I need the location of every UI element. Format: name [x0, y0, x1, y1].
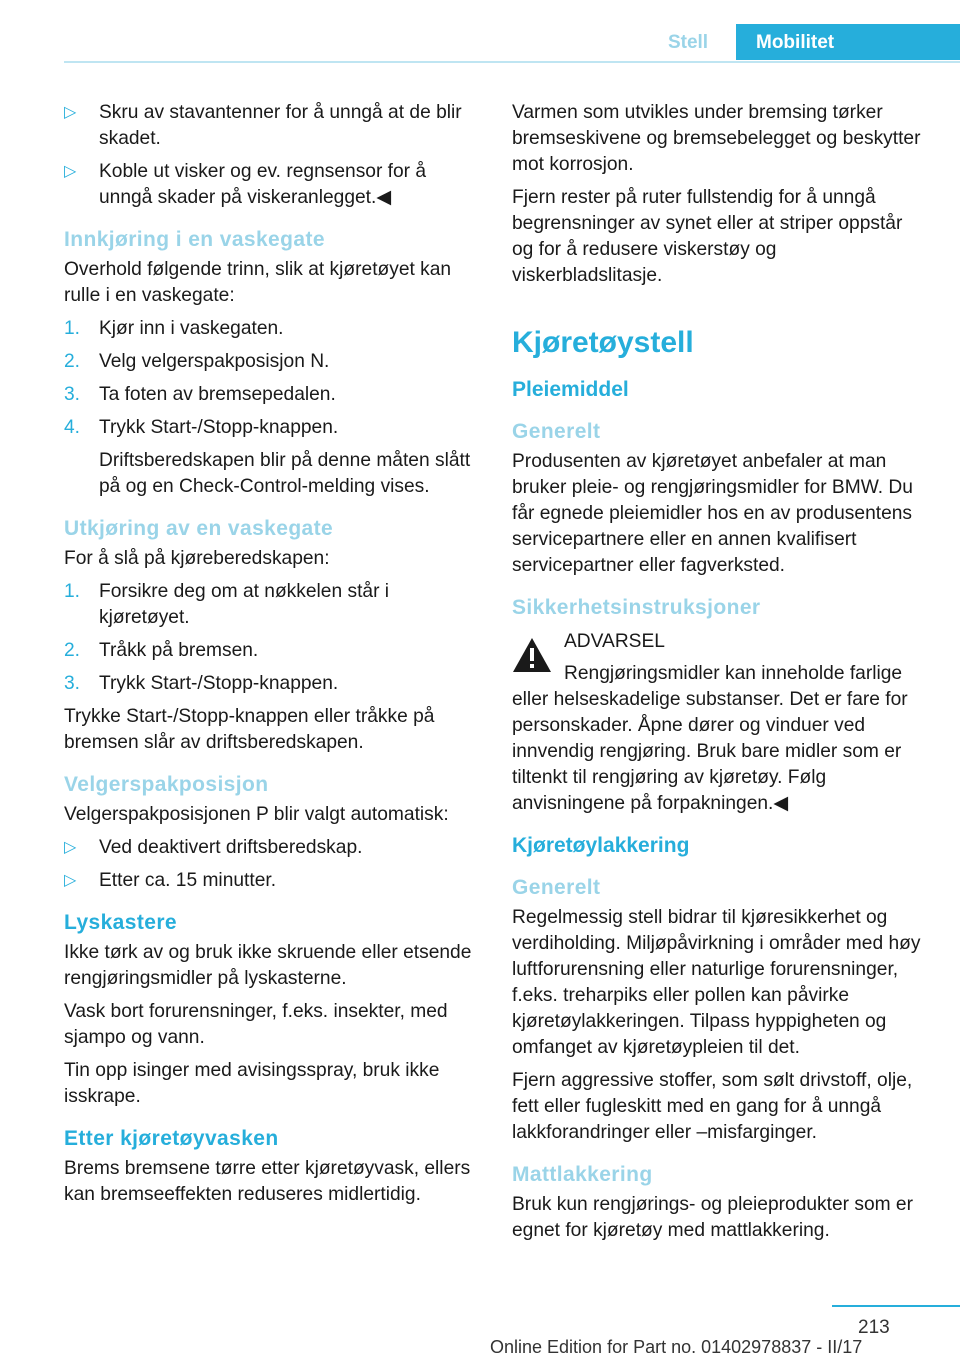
paragraph: Vask bort forurensninger, f.eks. insekter, med sjampo og vann.: [64, 1001, 448, 1048]
list-item: 1. Forsikre deg om at nøkkelen står i kjøretøyet.: [64, 581, 390, 628]
header-rule: [64, 61, 960, 63]
paragraph: Brems bremsene tørre etter kjøretøyvask, ellers kan bremseeffekten reduseres midlertidig.: [64, 1158, 471, 1205]
paragraph: Fjern rester på ruter fullstendig for å unngå begrensninger av synet eller at striper oppstår og for å redusere viskerstøy og viskerbladslitasje.: [512, 187, 903, 286]
heading-generelt: Generelt: [512, 420, 601, 443]
paragraph: Tin opp isinger med avisingsspray, bruk ikke isskrape.: [64, 1060, 440, 1107]
paragraph: Trykke Start-/Stopp-knappen eller tråkke på bremsen slår av driftsberedskapen.: [64, 706, 435, 753]
paragraph: Regelmessig stell bidrar til kjøresikkerhet og verdiholding. Miljøpåvirkning i områder med høy luftforurensning eller naturlige forurensninger, f.eks. treharpiks eller pollen kan påvirke kjøretøylakkeringen. Tilpass hyppigheten og omfanget av kjøretøypleien til det.: [512, 907, 921, 1058]
page-number: 213: [858, 1317, 890, 1338]
heading-etter-vask: Etter kjøretøyvasken: [64, 1127, 279, 1150]
list-item: 3. Trykk Start-/Stopp-knappen.: [64, 673, 339, 694]
list-item: ▷ Skru av stavantenner for å unngå at de blir skadet.: [64, 102, 462, 149]
paragraph: Produsenten av kjøretøyet anbefaler at man bruker pleie- og rengjøringsmidler for BMW. Du får egnede pleiemidler hos en av produsentens servicepartnere eller en annen kvalifisert servicepartner eller fagverksted.: [512, 451, 913, 576]
list-item: 4. Trykk Start-/Stopp-knappen.: [64, 417, 339, 438]
list-item: ▷ Koble ut visker og ev. regnsensor for å unngå skader på viskeranlegget.◀: [64, 161, 427, 208]
list-item: 2. Velg velgerspakposisjon N.: [64, 351, 330, 372]
triangle-right-icon: ▷: [64, 839, 77, 856]
step-note: Driftsberedskapen blir på denne måten slått på og en Check-Control-melding vises.: [99, 450, 471, 497]
heading-generelt: Generelt: [512, 876, 601, 899]
tab-mobilitet[interactable]: Mobilitet: [736, 24, 960, 60]
heading-lakkering: Kjøretøylakkering: [512, 834, 690, 857]
triangle-right-icon: ▷: [64, 872, 77, 889]
warning-text: Rengjøringsmidler kan inneholde farlige eller helseskadelige substanser. Det er fare for personskader. Åpne dører og vinduer ved innvendig rengjøring. Bruk bare midler som er tiltenkt til rengjøring av kjøretøy. Følg anvisningene på forpakningen.◀: [512, 663, 908, 814]
warning-title: ADVARSEL: [564, 631, 665, 652]
heading-sikkerhet: Sikkerhetsinstruksjoner: [512, 596, 761, 619]
paragraph: Varmen som utvikles under bremsing tørker bremseskivene og bremsebelegget og beskytter mot korrosjon.: [512, 102, 921, 175]
heading-velgerspak: Velgerspakposisjon: [64, 773, 269, 796]
tab-stell[interactable]: Stell: [667, 32, 709, 53]
heading-innkjoring: Innkjøring i en vaskegate: [64, 228, 325, 251]
list-item: 2. Tråkk på bremsen.: [64, 640, 259, 661]
heading-mattlakkering: Mattlakkering: [512, 1163, 653, 1186]
paragraph: Velgerspakposisjonen P blir valgt automatisk:: [64, 804, 449, 825]
list-item: ▷ Etter ca. 15 minutter.: [64, 868, 476, 894]
paragraph: Ikke tørk av og bruk ikke skruende eller etsende rengjøringsmidler på lyskasterne.: [64, 942, 472, 989]
warning-box: [512, 629, 928, 817]
heading-kjoretoystell: Kjøretøystell: [512, 326, 694, 359]
footer-rule: [832, 1305, 960, 1307]
list-item: 1. Kjør inn i vaskegaten.: [64, 318, 284, 339]
triangle-right-icon: ▷: [64, 104, 77, 121]
heading-lyskastere: Lyskastere: [64, 911, 177, 934]
heading-utkjoring: Utkjøring av en vaskegate: [64, 517, 334, 540]
right-column: [512, 100, 928, 1251]
list-item: 3. Ta foten av bremsepedalen.: [64, 384, 336, 405]
warning-triangle-icon: [512, 637, 552, 673]
paragraph: Fjern aggressive stoffer, som sølt drivstoff, olje, fett eller fugleskitt med en gang for å unngå lakkforandringer eller –misfarginger.: [512, 1070, 913, 1143]
list-item: ▷ Ved deaktivert driftsberedskap.: [64, 835, 476, 861]
left-column: [64, 100, 476, 1215]
triangle-right-icon: ▷: [64, 163, 77, 180]
paragraph: Overhold følgende trinn, slik at kjøretøyet kan rulle i en vaskegate:: [64, 259, 452, 306]
edition-footer: Online Edition for Part no. 01402978837 - II/17: [490, 1337, 863, 1357]
heading-pleiemiddel: Pleiemiddel: [512, 378, 629, 401]
paragraph: Bruk kun rengjørings- og pleieprodukter som er egnet for kjøretøy med mattlakkering.: [512, 1194, 913, 1241]
paragraph: For å slå på kjøreberedskapen:: [64, 548, 330, 569]
